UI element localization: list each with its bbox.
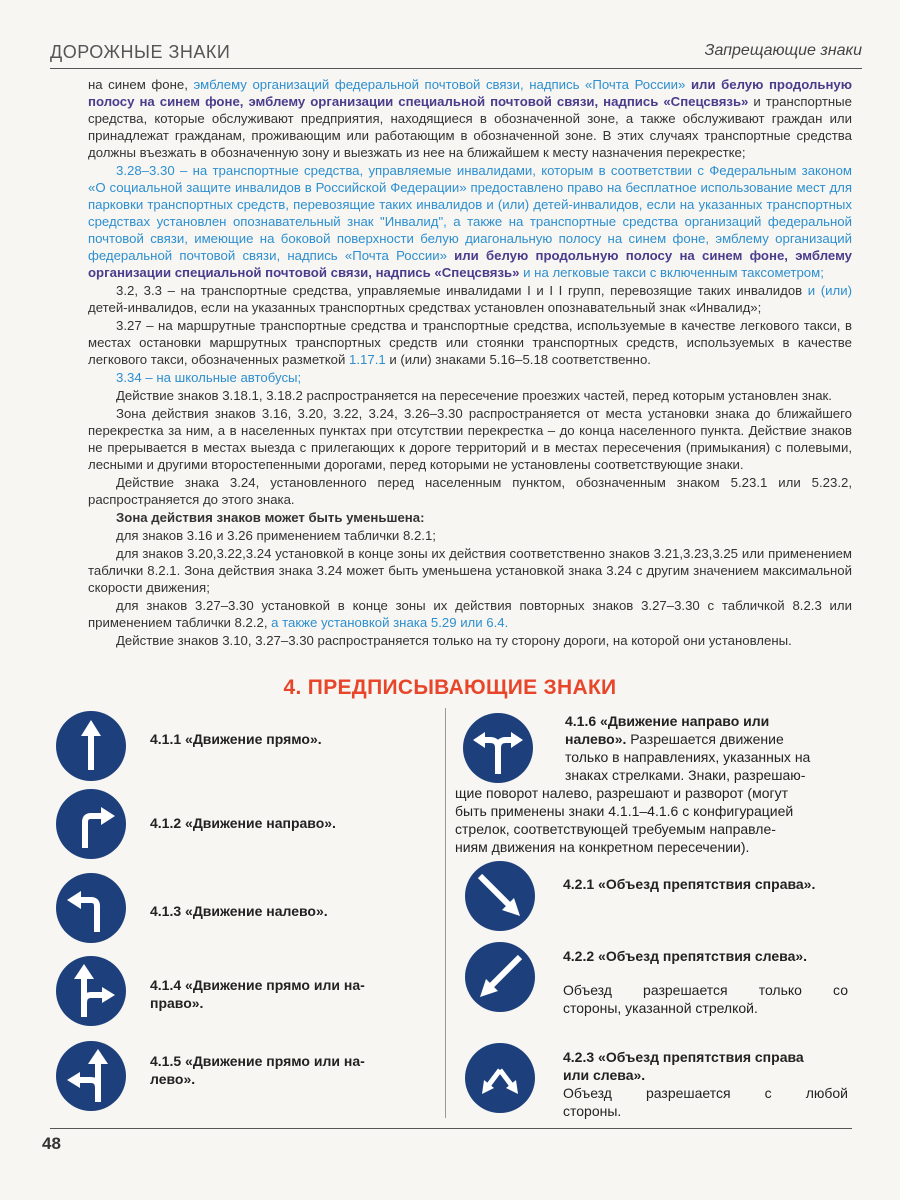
sign-title: 4.1.2 «Движение направо». <box>150 815 336 831</box>
text-run: 1.17.1 <box>349 352 386 367</box>
paragraph <box>88 282 852 316</box>
text-run: детей-инвалидов, если на указанных транспортных средствах установлен опознавательный знак «Инвалид»; <box>88 300 762 315</box>
text-run: эмблему организаций федеральной почтовой связи, надпись «Почта России» <box>193 77 691 92</box>
page-number: 48 <box>42 1134 61 1153</box>
paragraph <box>88 597 852 631</box>
sign-4-1-1-label <box>150 730 322 748</box>
paragraph: для знаков 3.16 и 3.26 применением таблички 8.2.1; <box>116 528 436 543</box>
header-subsection: Запрещающие знаки <box>704 42 862 59</box>
text-run: или белую продольную полосу на синем фоне, эмблему организации специальной почтовой связи, надпись «Спецсвязь» <box>88 248 852 280</box>
arrow-right-icon <box>55 788 127 860</box>
sign-description: стороны. <box>563 1103 622 1119</box>
text-run: и на легковые такси с включенным таксометром; <box>519 265 824 280</box>
paragraph: для знаков 3.20,3.22,3.24 установкой в конце зоны их действия соответственно знаков 3.21,3.23,3.25 или применением таблички 8.2.1. Зона действия знака 3.24 может быть уменьшена установкой знака 3.24 с другим значением максимальной скорости движения; <box>88 546 852 595</box>
sign-4-1-6-description <box>455 784 850 856</box>
paragraph: 3.34 – на школьные автобусы; <box>116 370 302 385</box>
sign-title: 4.1.6 «Движение направо или <box>565 713 770 729</box>
sign-title: право». <box>150 995 204 1011</box>
sign-description: Разрешается движение <box>626 731 784 747</box>
sign-description: только в направлениях, указанных на <box>565 749 811 765</box>
arrow-straight-left-icon <box>55 1040 127 1112</box>
text-run: 3.2, 3.3 – на транспортные средства, управляемые инвалидами I и I I групп, перевозящие таких инвалидов <box>116 283 808 298</box>
page-header <box>50 40 862 69</box>
text-run: 3.27 – на маршрутные транспортные средства и транспортные средства, используемые в качестве легкового такси, в местах остановки маршрутных транспортных средств или стоянки транспортных средств, используемых в качестве легкового такси, обозначенных разметкой <box>88 318 852 367</box>
paragraph: Зона действия знаков может быть уменьшена: <box>116 510 425 525</box>
text-run: а также установкой знака 5.29 или 6.4. <box>271 615 509 630</box>
paragraph: Зона действия знаков 3.16, 3.20, 3.22, 3.24, 3.26–3.30 распространяется от места установки знака до ближайшего перекрестка за ним, а в населенных пунктах при отсутствии перекрестка – до конца населенного пункта. Действие знаков не прерывается в местах выезда с прилегающих к дороге территорий и в местах пересечения (примыкания) с полевыми, лесными и другими второстепенными дорогами, перед которыми не установлены соответствующие знаки. <box>88 406 852 472</box>
sign-title: 4.1.5 «Движение прямо или на- <box>150 1053 365 1069</box>
sign-description: быть применены знаки 4.1.1–4.1.6 с конфигурацией <box>455 803 794 819</box>
sign-title: или слева». <box>563 1067 646 1083</box>
section-title: 4. ПРЕДПИСЫВАЮЩИЕ ЗНАКИ <box>283 676 617 699</box>
sign-description: стрелок, соответствующей требуемым направле- <box>455 821 776 837</box>
sign-description: знаках стрелками. Знаки, разрешаю- <box>565 767 806 783</box>
text-run: для знаков 3.27–3.30 установкой в конце зоны их действия повторных знаков 3.27–3.30 с табличкой 8.2.3 или применением таблички 8.2.2, <box>88 598 852 630</box>
sign-4-1-6-label <box>565 712 850 784</box>
text-run: и (или) знаками 5.16–5.18 соответственно. <box>385 352 651 367</box>
sign-4-2-2-label <box>563 947 848 1017</box>
paragraph: Действие знака 3.24, установленного перед населенным пунктом, обозначенным знаком 5.23.1 или 5.23.2, распространяется до этого знака. <box>88 475 852 507</box>
text-run: или белую продольную полосу на синем фоне, эмблему организации специальной почтовой связи, надпись «Спецсвязь» <box>88 77 853 109</box>
footer-rule <box>50 1128 852 1129</box>
paragraph <box>88 162 852 281</box>
paragraph <box>88 317 852 368</box>
text-run: и транспортные средства, которые обслуживают предприятия, находящиеся в обозначенной зоне, а также обслуживают граждан или принадлежат гражданам, проживающим или работающим в обозначенной зоне. В этих случаях транспортные средства должны въезжать в обозначенную зону и выезжать из нее на ближайшем к месту назначения перекрестке; <box>88 94 852 160</box>
sign-description: стороны, указанной стрелкой. <box>563 1000 758 1016</box>
sign-title: 4.2.1 «Объезд препятствия справа». <box>563 876 816 892</box>
text-run: и (или) <box>807 283 852 298</box>
paragraph: Действие знаков 3.10, 3.27–3.30 распространяется только на ту сторону дороги, на которой они установлены. <box>116 633 792 648</box>
paragraph <box>88 76 852 161</box>
column-divider <box>445 708 446 1118</box>
arrow-straight-icon <box>55 710 127 782</box>
sign-description: щие поворот налево, разрешают и разворот (могут <box>455 785 789 801</box>
sign-4-1-4-label <box>150 976 365 1012</box>
sign-4-1-2-label <box>150 814 336 832</box>
sign-title: 4.2.2 «Объезд препятствия слева». <box>563 948 808 964</box>
sign-title: налево». <box>565 731 627 747</box>
arrow-diagonal-both-icon <box>464 1042 536 1114</box>
sign-title: 4.1.4 «Движение прямо или на- <box>150 977 365 993</box>
sign-4-2-3-label <box>563 1048 848 1120</box>
header-section: ДОРОЖНЫЕ ЗНАКИ <box>50 42 231 62</box>
arrow-diagonal-down-left-icon <box>464 941 536 1013</box>
sign-4-2-1-label <box>563 875 815 893</box>
sign-description: Объезд разрешается только со <box>563 982 848 998</box>
paragraph: Действие знаков 3.18.1, 3.18.2 распространяется на пересечение проезжих частей, перед которым установлен знак. <box>116 388 832 403</box>
text-run: на синем фоне, <box>88 77 194 92</box>
arrow-diagonal-down-right-icon <box>464 860 536 932</box>
sign-description: ниям движения на конкретном пересечении). <box>455 839 750 855</box>
sign-title: лево». <box>150 1071 196 1087</box>
arrow-left-icon <box>55 872 127 944</box>
sign-4-1-5-label <box>150 1052 365 1088</box>
sign-title: 4.2.3 «Объезд препятствия справа <box>563 1049 804 1065</box>
sign-title: 4.1.1 «Движение прямо». <box>150 731 322 747</box>
sign-4-1-3-label <box>150 902 328 920</box>
text-run: 3.28–3.30 – на транспортные средства, управляемые инвалидами, которым в соответствии с Федеральным законом «О социальной защите инвалидов в Российской Федерации» предоставлено право на бесплатное использование мест для парковки транспортных средств, перевозящие таких инвалидов и (или) детей-инвалидов, если на указанных транспортных средствах установлен опознавательный знак "Инвалид", а также на транспортные средства организаций федеральной почтовой связи, имеющие на боковой поверхности белую диагональную полосу на синем фоне, эмблему организаций федеральной почтовой связи, надпись «Почта России» <box>88 163 852 263</box>
body-text <box>88 76 852 650</box>
sign-title: 4.1.3 «Движение налево». <box>150 903 328 919</box>
arrow-straight-right-icon <box>55 955 127 1027</box>
sign-description: Объезд разрешается с любой <box>563 1085 848 1101</box>
arrow-right-or-left-icon <box>462 712 534 784</box>
